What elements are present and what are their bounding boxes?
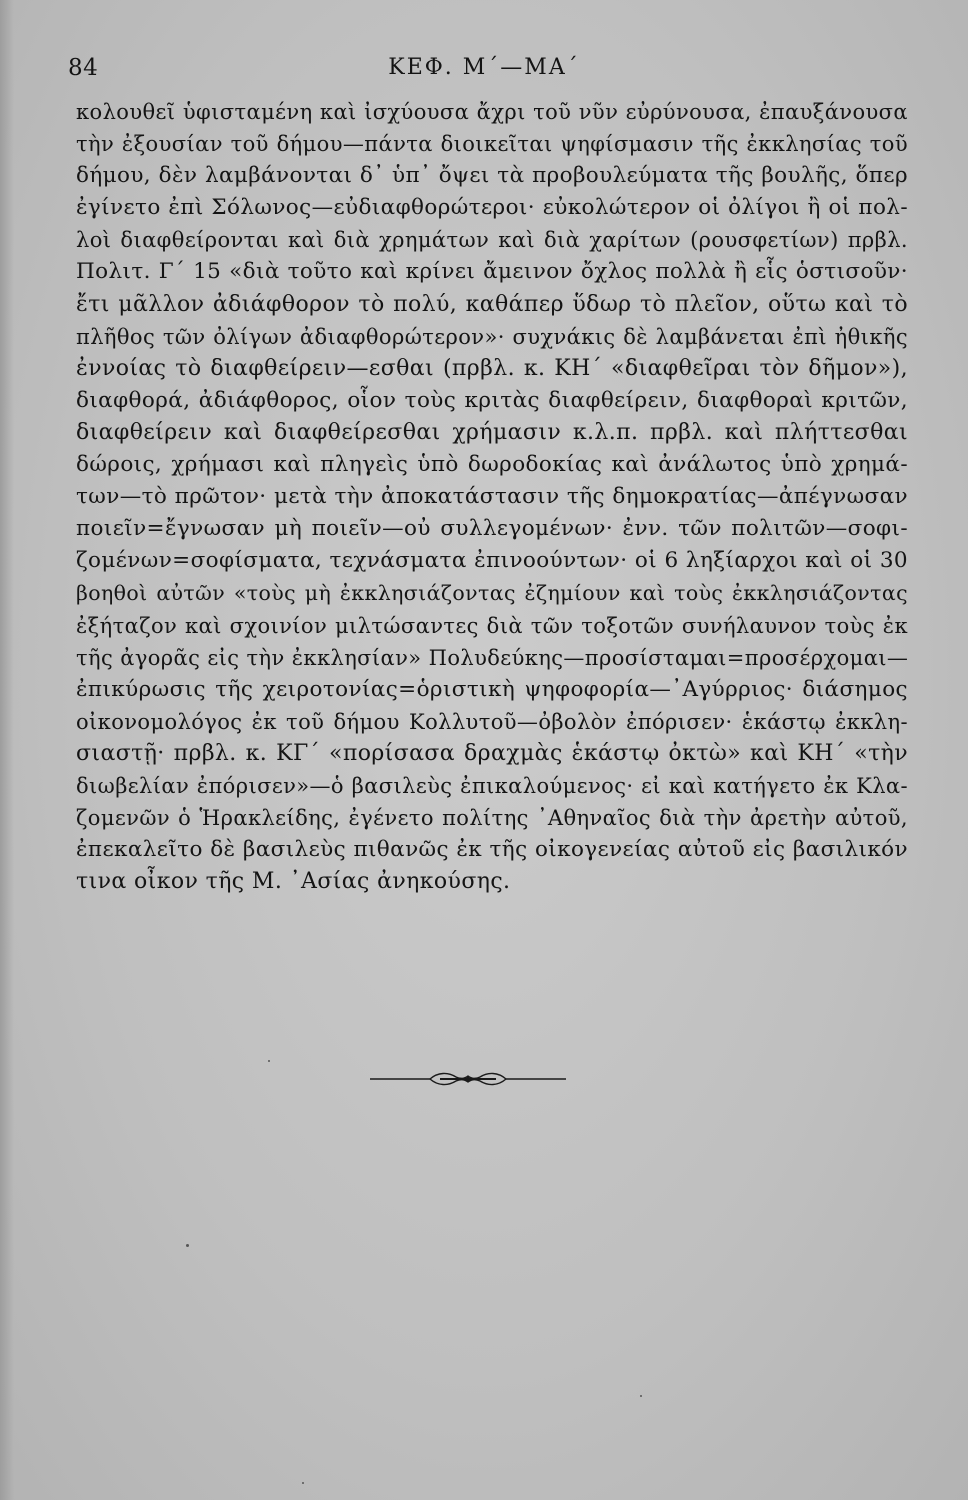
- text-line: πλῆθος τῶν ὀλίγων ἀδιαφθορώτερον»· συχνάκις δὲ λαμβάνεται ἐπὶ ἠθικῆς: [76, 324, 908, 349]
- text-line: ἐπεκαλεῖτο δὲ βασιλεὺς πιθανῶς ἐκ τῆς οἰκογενείας αὐτοῦ εἰς βασιλικόν: [76, 837, 908, 863]
- text-line: ἐξήταζον καὶ σχοινίον μιλτώσαντες διὰ τῶν τοξοτῶν συνήλαυνον τοὺς ἐκ: [76, 613, 908, 638]
- text-line: λοὶ διαφθείρονται καὶ διὰ χρημάτων καὶ διὰ χαρίτων (ρουσφετίων) πρβλ.: [76, 228, 908, 253]
- text-line: δήμου, δὲν λαμβάνονται δ᾽ ὑπ᾽ ὄψει τὰ προβουλεύματα τῆς βουλῆς, ὅπερ: [76, 163, 908, 189]
- text-line: τὴν ἐξουσίαν τοῦ δήμου—πάντα διοικεῖται ψηφίσμασιν τῆς ἐκκλησίας τοῦ: [76, 132, 908, 157]
- text-line: διαφθορά, ἀδιάφθορος, οἷον τοὺς κριτὰς διαφθείρειν, διαφθοραὶ κριτῶν,: [76, 387, 908, 413]
- text-line: διωβελίαν ἐπόρισεν»—ὁ βασιλεὺς ἐπικαλούμενος· εἰ καὶ κατήγετο ἐκ Κλα-: [76, 773, 908, 798]
- paper-speck: [640, 1395, 642, 1397]
- paper-speck: [302, 1482, 304, 1484]
- ornamental-rule-icon: [368, 1068, 568, 1090]
- paper-speck: [268, 1060, 270, 1062]
- text-line: σιαστῇ· πρβλ. κ. ΚΓ΄ «πορίσασα δραχμὰς ἑκάστῳ ὀκτὼ» καὶ ΚΗ΄ «τὴν: [76, 740, 908, 766]
- text-line: ζομενῶν ὁ Ἡρακλείδης, ἐγένετο πολίτης ᾿Αθηναῖος διὰ τὴν ἀρετὴν αὐτοῦ,: [76, 806, 908, 831]
- text-line: δώροις, χρήμασι καὶ πληγεὶς ὑπὸ δωροδοκίας καὶ ἀνάλωτος ὑπὸ χρημά-: [76, 452, 908, 478]
- text-line: Πολιτ. Γ΄ 15 «διὰ τοῦτο καὶ κρίνει ἄμεινον ὄχλος πολλὰ ἢ εἷς ὁστισοῦν·: [76, 259, 908, 285]
- page-edge-shadow: [0, 0, 14, 1500]
- text-line: τῆς ἀγορᾶς εἰς τὴν ἐκκλησίαν» Πολυδεύκης—προσίσταμαι=προσέρχομαι—: [76, 645, 909, 670]
- text-line: ἐπικύρωσις τῆς χειροτονίας=ὁριστικὴ ψηφοφορία—᾿Αγύρριος· διάσημος: [76, 676, 908, 702]
- text-line: κολουθεῖ ὑφισταμένη καὶ ἰσχύουσα ἄχρι τοῦ νῦν εὐρύνουσα, ἐπαυξάνουσα: [76, 100, 908, 124]
- text-line: οἰκονομολόγος ἐκ τοῦ δήμου Κολλυτοῦ—ὀβολὸν ἐπόρισεν· ἑκάστῳ ἐκκλη-: [76, 709, 908, 734]
- page-number: 84: [68, 55, 99, 81]
- text-line: ἐγίνετο ἐπὶ Σόλωνος—εὐδιαφθορώτεροι· εὐκολώτερον οἱ ὀλίγοι ἢ οἱ πολ-: [76, 195, 908, 221]
- commentary-text: [76, 96, 908, 898]
- text-line: διαφθείρειν καὶ διαφθείρεσθαι χρήμασιν κ.λ.π. πρβλ. καὶ πλήττεσθαι: [76, 419, 908, 445]
- page-header: [0, 55, 968, 89]
- text-line: ζομένων=σοφίσματα, τεχνάσματα ἐπινοούντων· οἱ 6 ληξίαρχοι καὶ οἱ 30: [76, 548, 908, 574]
- text-line: ἔτι μᾶλλον ἀδιάφθορον τὸ πολύ, καθάπερ ὕδωρ τὸ πλεῖον, οὕτω καὶ τὸ: [76, 291, 908, 317]
- text-line: βοηθοὶ αὐτῶν «τοὺς μὴ ἐκκλησιάζοντας ἐζημίουν καὶ τοὺς ἐκκλησιάζοντας: [76, 581, 908, 606]
- paper-speck: [186, 1244, 189, 1247]
- text-line: τινα οἶκον τῆς Μ. ᾿Ασίας ἀνηκούσης.: [76, 869, 511, 895]
- text-line: των—τὸ πρῶτον· μετὰ τὴν ἀποκατάστασιν τῆς δημοκρατίας—ἀπέγνωσαν: [76, 484, 908, 510]
- text-line: ποιεῖν=ἔγνωσαν μὴ ποιεῖν—οὐ συλλεγομένων· ἐνν. τῶν πολιτῶν—σοφι-: [76, 516, 908, 542]
- text-line: ἐννοίας τὸ διαφθείρειν—εσθαι (πρβλ. κ. ΚΗ΄ «διαφθεῖραι τὸν δῆμον»),: [76, 355, 908, 381]
- running-head: ΚΕΦ. Μ΄—ΜΑ΄: [388, 55, 580, 80]
